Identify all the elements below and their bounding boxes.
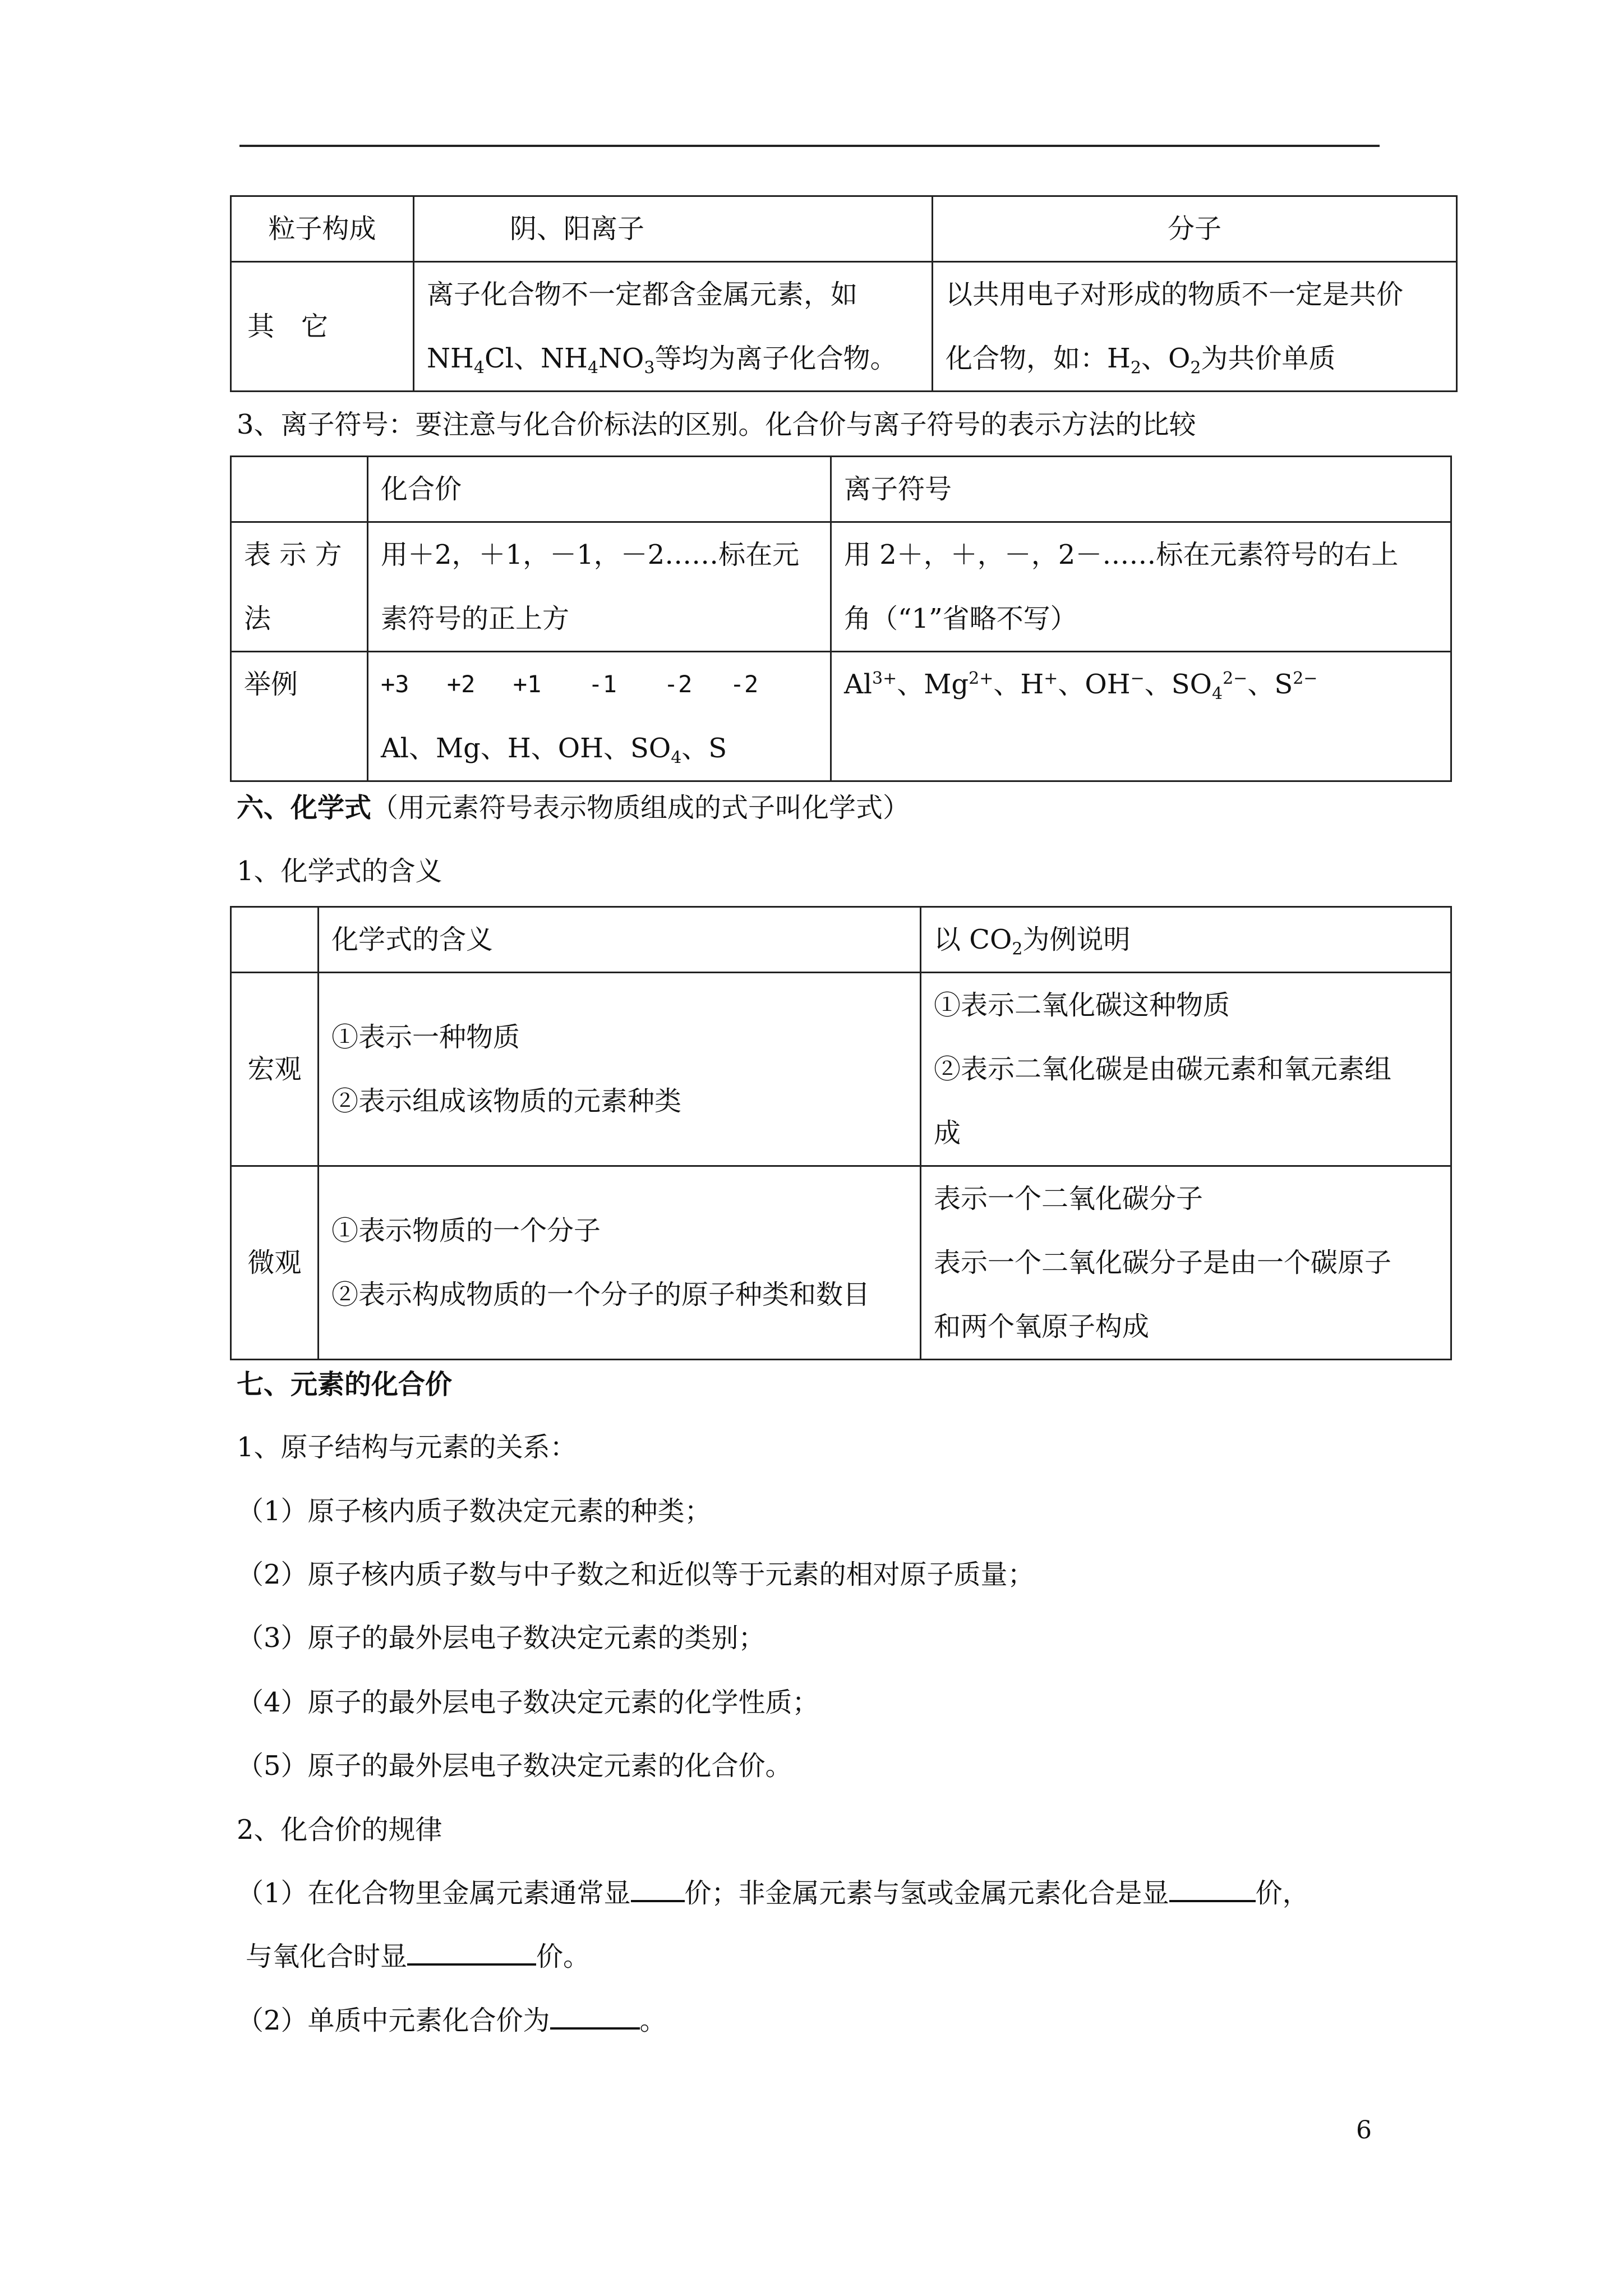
table1-cell-particle: 粒子构成 bbox=[231, 196, 414, 262]
table2-cell-valence-method: 用＋2，＋1，－1，－2……标在元 素符号的正上方 bbox=[368, 522, 831, 652]
ion-symbol-heading: 3、离子符号：要注意与化合价标法的区别。化合价与离子符号的表示方法的比较 bbox=[237, 409, 1196, 440]
page-number: 6 bbox=[1356, 2116, 1372, 2145]
table1-cell-covalent-note: 以共用电子对形成的物质不一定是共价 化合物，如：$H_2$、$O_2$为共价单质 bbox=[933, 262, 1457, 392]
section6-title: 六、化学式（用元素符号表示物质组成的式子叫化学式） bbox=[237, 792, 910, 823]
table3-cell-macro-example: ①表示二氧化碳这种物质 ②表示二氧化碳是由碳元素和氧元素组 成 bbox=[921, 973, 1451, 1166]
valence-rule-2: （2）单质中元素化合价为 。 bbox=[237, 2005, 667, 2036]
table3-cell-macro-meaning: ①表示一种物质 ②表示组成该物质的元素种类 bbox=[319, 973, 921, 1166]
table1-cell-other: 其 它 bbox=[231, 262, 414, 392]
header-rule bbox=[239, 145, 1380, 147]
structure-heading: 1、原子结构与元素的关系： bbox=[237, 1432, 577, 1463]
table3-label-macro: 宏观 bbox=[231, 973, 319, 1166]
table1-cell-ionic-note: 离子化合物不一定都含金属元素，如 $NH_4Cl$、$NH_4NO_3$等均为离子化合物。 bbox=[414, 262, 933, 392]
table1-cell-molecule: 分子 bbox=[933, 196, 1457, 262]
section7-title: 七、元素的化合价 bbox=[237, 1369, 453, 1400]
blank-oxygen-valence[interactable] bbox=[407, 1941, 536, 1966]
blank-metal-valence[interactable] bbox=[631, 1878, 685, 1902]
table2-header-ion-symbol: 离子符号 bbox=[831, 457, 1451, 522]
table3-cell-blank bbox=[231, 907, 319, 973]
valence-vs-ion-table bbox=[230, 455, 1452, 782]
blank-nonmetal-valence[interactable] bbox=[1169, 1878, 1256, 1902]
table3-cell-micro-meaning: ①表示物质的一个分子 ②表示构成物质的一个分子的原子种类和数目 bbox=[319, 1166, 921, 1360]
valence-rule-1: （1）在化合物里金属元素通常显 价；非金属元素与氢或金属元素化合是显 价， bbox=[237, 1878, 1310, 1909]
formula-meaning-table bbox=[230, 906, 1452, 1360]
structure-point-3: （3）原子的最外层电子数决定元素的类别； bbox=[237, 1622, 766, 1654]
table3-header-meaning: 化学式的含义 bbox=[319, 907, 921, 973]
table3-header-co2-example: 以 $CO_2$为例说明 bbox=[921, 907, 1451, 973]
table2-cell-blank bbox=[231, 457, 368, 522]
table2-cell-example-label: 举例 bbox=[231, 652, 368, 781]
table3-label-micro: 微观 bbox=[231, 1166, 319, 1360]
structure-point-1: （1）原子核内质子数决定元素的种类； bbox=[237, 1496, 712, 1527]
table2-cell-ion-example: $Al^{3+}$、$Mg^{2+}$、H+、OH−、$SO_4^{2-}$、$S^{2-}$ bbox=[831, 652, 1451, 781]
particle-table bbox=[230, 195, 1458, 392]
table2-cell-valence-example: +3 +2 +1 -1 -2 -2 Al、Mg、H、OH、$SO_4$、S bbox=[368, 652, 831, 781]
table2-header-valence: 化合价 bbox=[368, 457, 831, 522]
structure-point-2: （2）原子核内质子数与中子数之和近似等于元素的相对原子质量； bbox=[237, 1559, 1035, 1590]
table3-cell-micro-example: 表示一个二氧化碳分子 表示一个二氧化碳分子是由一个碳原子 和两个氧原子构成 bbox=[921, 1166, 1451, 1360]
table2-cell-method-label: 表 示 方 法 bbox=[231, 522, 368, 652]
table2-cell-ion-method: 用 2＋，＋，－，2－……标在元素符号的右上 角（“1”省略不写） bbox=[831, 522, 1451, 652]
table1-cell-ions: 阴、阳离子 bbox=[414, 196, 933, 262]
structure-point-5: （5）原子的最外层电子数决定元素的化合价。 bbox=[237, 1750, 792, 1782]
structure-point-4: （4）原子的最外层电子数决定元素的化学性质； bbox=[237, 1687, 819, 1718]
blank-element-valence[interactable] bbox=[550, 2005, 640, 2030]
valence-rule-1-cont: 与氧化合时显 价。 bbox=[246, 1941, 591, 1972]
formula-meaning-heading: 1、化学式的含义 bbox=[237, 855, 442, 887]
valence-rules-heading: 2、化合价的规律 bbox=[237, 1814, 442, 1846]
